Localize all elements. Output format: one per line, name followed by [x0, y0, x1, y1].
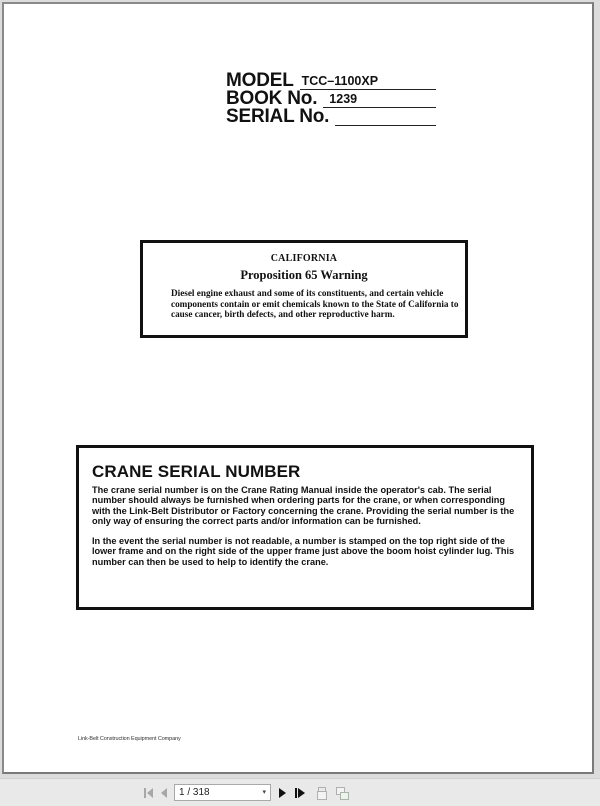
serial-row [226, 108, 436, 126]
single-page-view-icon [316, 787, 328, 800]
manual-header [226, 72, 436, 126]
two-page-view-icon [336, 787, 349, 800]
serial-label: SERIAL No. [226, 106, 330, 127]
crane-serial-title: CRANE SERIAL NUMBER [92, 462, 301, 481]
footer-company-name: Link-Belt Construction Equipment Company [78, 736, 181, 742]
model-value: TCC–1100XP [301, 74, 379, 88]
crane-serial-box [76, 445, 534, 610]
model-label: MODEL [226, 70, 294, 91]
previous-page-icon [161, 788, 168, 798]
next-page-button[interactable] [276, 785, 288, 801]
chevron-down-icon: ▾ [262, 789, 266, 796]
prop65-warning-box [140, 240, 468, 338]
first-page-icon [144, 788, 155, 798]
first-page-button[interactable] [142, 785, 156, 801]
crane-serial-paragraph-1: The crane serial number is on the Crane Rating Manual inside the operator's cab. The serial number should always be furnished when ordering parts for the crane, or when corresponding with the Link-Belt Distributor or Factory concerning the crane. Providing the serial number is the only way of ensuring the correct parts and/or information can be furnished. [92, 485, 515, 526]
prop65-state: CALIFORNIA [270, 253, 338, 264]
crane-serial-paragraph-2: In the event the serial number is not readable, a number is stamped on the top right side of the lower frame and on the right side of the upper frame just above the boom hoist cylinder lug. This number can then be used to help to identify the crane. [92, 536, 515, 567]
model-line [300, 74, 436, 90]
book-label: BOOK No. [226, 88, 318, 109]
page-number-select[interactable] [174, 784, 271, 801]
page-navigation-toolbar [0, 778, 600, 806]
book-value: 1239 [329, 92, 358, 106]
next-page-icon [279, 788, 286, 798]
two-page-view-button[interactable] [334, 785, 350, 801]
last-page-button[interactable] [293, 785, 307, 801]
page-number-display: 1 / 318 [179, 787, 210, 798]
single-page-view-button[interactable] [314, 785, 330, 801]
prop65-title: Proposition 65 Warning [240, 268, 368, 282]
prop65-body: Diesel engine exhaust and some of its constituents, and certain vehicle components contain or emit chemicals known to the State of California to cause cancer, birth defects, and other reproductive harm. [171, 288, 459, 320]
book-line [323, 92, 436, 108]
document-page [2, 2, 594, 774]
last-page-icon [295, 788, 306, 798]
serial-line [335, 110, 436, 126]
previous-page-button[interactable] [158, 785, 170, 801]
